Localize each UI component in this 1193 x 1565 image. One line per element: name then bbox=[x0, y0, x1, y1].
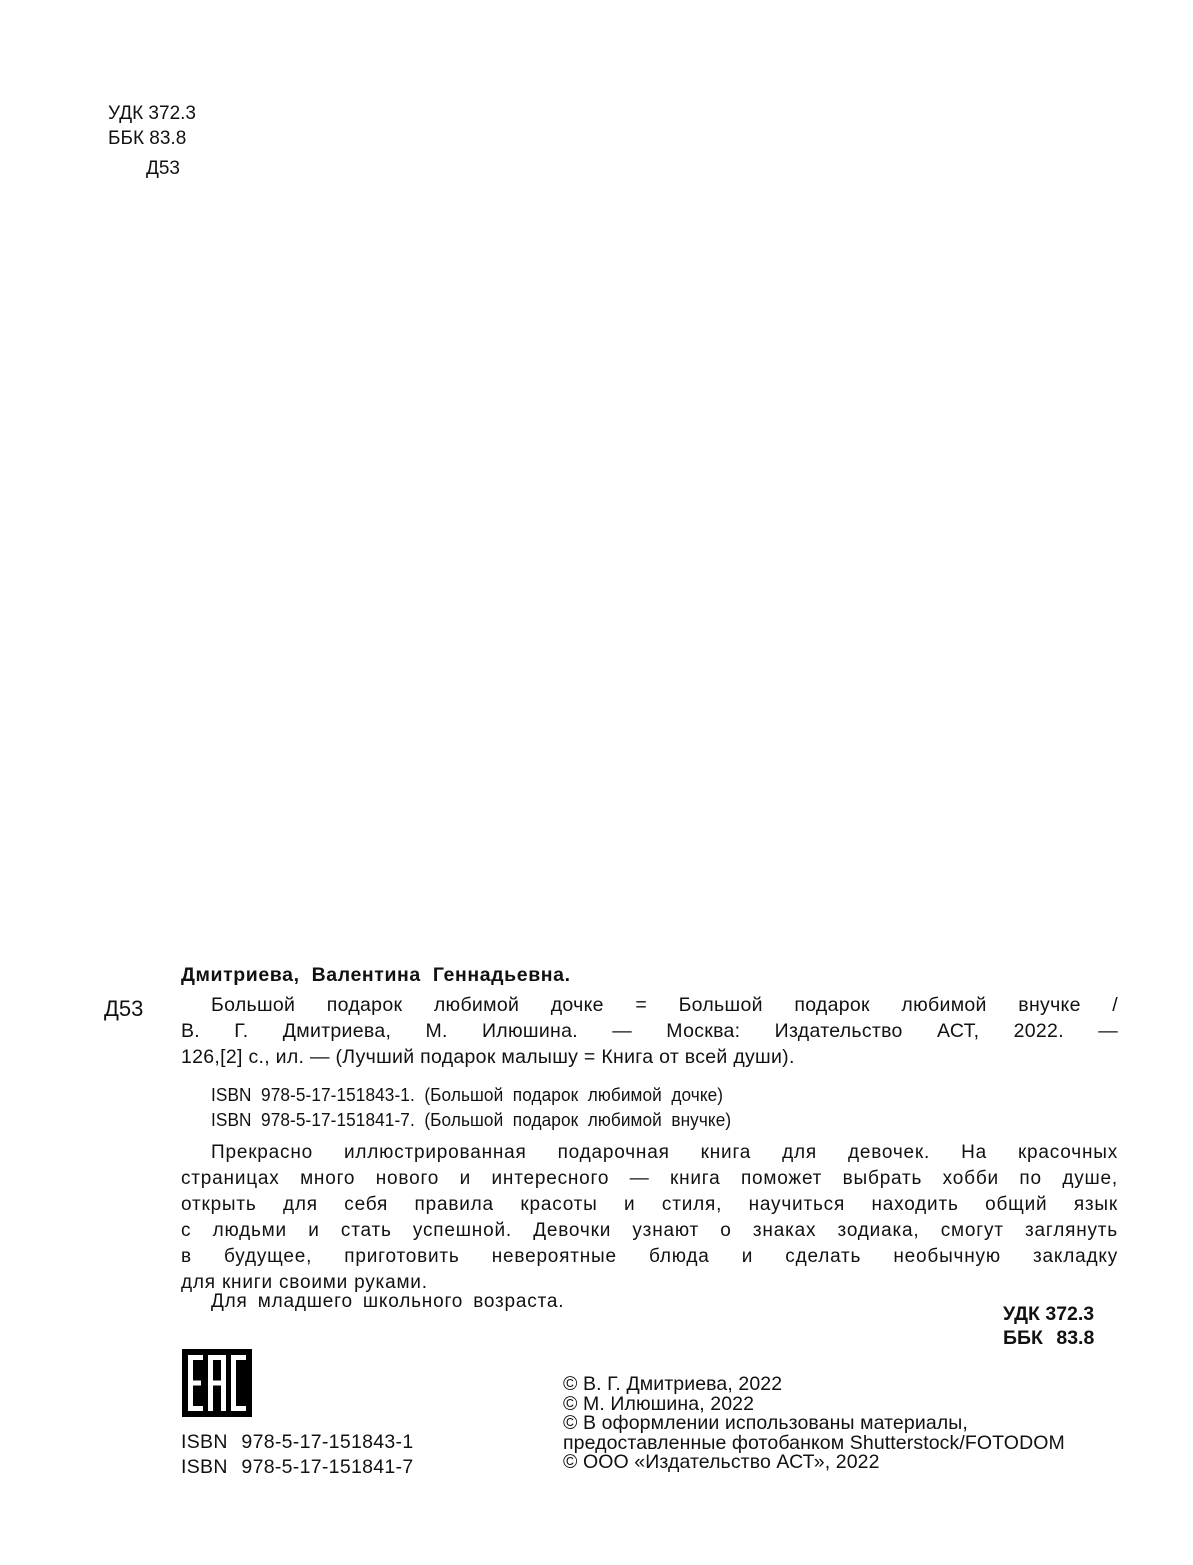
annotation-line: в будущее, приготовить невероятные блюда и сделать необычную закладку bbox=[181, 1246, 1118, 1267]
annotation-line: с людьми и стать успешной. Девочки узнают о знаках зодиака, смогут заглянуть bbox=[181, 1220, 1118, 1241]
udk-code: УДК 372.3 bbox=[108, 103, 196, 124]
catalog-isbn-line: ISBN 978-5-17-151841-7. (Большой подарок любимой внучке) bbox=[211, 1109, 732, 1130]
biblio-line: 126,[2] с., ил. — (Лучший подарок малышу = Книга от всей души). bbox=[181, 1046, 795, 1068]
copyright-line: © ООО «Издательство АСТ», 2022 bbox=[563, 1451, 880, 1473]
catalog-udk-code: УДК 372.3 bbox=[1003, 1303, 1095, 1325]
catalog-bbk-code: ББК 83.8 bbox=[1003, 1327, 1095, 1349]
isbn-line: ISBN 978-5-17-151843-1 bbox=[181, 1431, 414, 1453]
header-classification-codes bbox=[108, 101, 196, 181]
annotation-line: открыть для себя правила красоты и стиля, научиться находить общий язык bbox=[181, 1194, 1118, 1215]
annotation-line: для книги своими руками. bbox=[181, 1272, 428, 1293]
annotation-line: Прекрасно иллюстрированная подарочная книга для девочек. На красочных bbox=[211, 1142, 1118, 1163]
copyright-line: © В. Г. Дмитриева, 2022 bbox=[563, 1373, 783, 1395]
copyright-line: © В оформлении использованы материалы, bbox=[563, 1412, 968, 1434]
catalog-author: Дмитриева, Валентина Геннадьевна. bbox=[181, 964, 571, 986]
annotation-line: страницах много нового и интересного — книга поможет выбрать хобби по душе, bbox=[181, 1168, 1118, 1189]
catalog-classification-codes bbox=[1003, 1302, 1094, 1350]
copyright-line: © М. Илюшина, 2022 bbox=[563, 1392, 755, 1415]
copyright-line: предоставленные фотобанком Shutterstock/FOTODOM bbox=[563, 1431, 1065, 1454]
age-note: Для младшего школьного возраста. bbox=[211, 1291, 565, 1312]
catalog-isbn-list bbox=[211, 1082, 731, 1132]
eac-logo-icon bbox=[182, 1349, 252, 1417]
isbn-line: ISBN 978-5-17-151841-7 bbox=[181, 1456, 414, 1478]
biblio-line: Большой подарок любимой дочке = Большой подарок любимой внучке / bbox=[211, 994, 1118, 1016]
author-mark: Д53 bbox=[146, 158, 181, 179]
bibliographic-description bbox=[181, 992, 1118, 1070]
bbk-code: ББК 83.8 bbox=[108, 128, 187, 149]
isbn-block bbox=[181, 1430, 414, 1480]
catalog-author-mark: Д53 bbox=[104, 996, 144, 1021]
biblio-line: В. Г. Дмитриева, М. Илюшина. — Москва: Издательство АСТ, 2022. — bbox=[181, 1020, 1118, 1042]
annotation bbox=[181, 1140, 1118, 1296]
copyright-notices bbox=[563, 1375, 1065, 1473]
catalog-isbn-line: ISBN 978-5-17-151843-1. (Большой подарок любимой дочке) bbox=[211, 1084, 724, 1105]
eac-certification-icon bbox=[182, 1349, 252, 1417]
